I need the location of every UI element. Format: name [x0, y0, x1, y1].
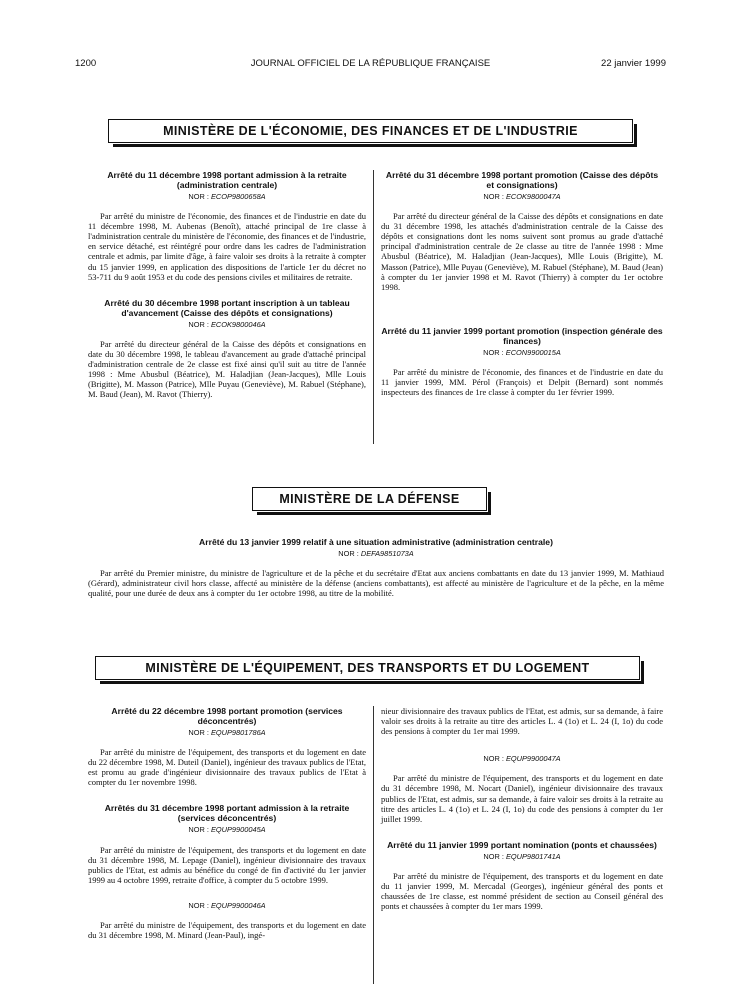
column-economie-right	[381, 170, 663, 397]
nor-code: NOR : DEFA9851073A	[338, 549, 414, 558]
nor-code: NOR : ECON9900015A	[483, 347, 561, 357]
arrete-title: Arrêté du 31 décembre 1998 portant promotion (Caisse des dépôts et consignations)	[385, 170, 659, 190]
nor-code: NOR : EQUP9900046A	[188, 900, 266, 910]
arrete-text: Par arrêté du directeur général de la Caisse des dépôts et consignations en date du 31 décembre 1998, les attachés d'administration centrale de la Caisse des dépôts et consignations dont les noms suivent sont promus au grade d'attaché principal d'administration centrale de 2e classe au titre de l'année 1998 : Mme Abusbul (Béatrice), M. Haladjian (Jean-Jacques), Mlle Louis (Brigitte), M. Masson (Patrice), Mlle Puyau (Geneviève), M. Rabuel (Stéphane), M. Baud (Jean) à compter du 1er janvier 1998 et M. Ravot (Thierry) à compter du 1er octobre 1998.	[381, 211, 663, 292]
arrete-text: Par arrêté du ministre de l'équipement, des transports et du logement en date du 22 décembre 1998, M. Duteil (Daniel), ingénieur des travaux publics de l'Etat, est promu au grade d'ingénieur divisionnaire des travaux publics de l'Etat à compter du 1er novembre 1998.	[88, 747, 366, 788]
ministry-heading-equipement: MINISTÈRE DE L'ÉQUIPEMENT, DES TRANSPORTS ET DU LOGEMENT	[95, 656, 640, 680]
column-divider	[373, 170, 374, 444]
arrete-text: Par arrêté du directeur général de la Caisse des dépôts et consignations en date du 30 décembre 1998, le tableau d'avancement au grade d'attaché principal d'administration centrale de 2e classe est fixé ainsi qu'il suit au titre de l'année 1998 : Mme Abusbul (Béatrice), M. Haladjian (Jean-Jacques), Mlle Louis (Brigitte), M. Masson (Patrice), Mlle Puyau (Geneviève), M. Rabuel (Stéphane), M. Baud (Jean), M. Ravot (Thierry).	[88, 338, 366, 400]
nor-code: NOR : EQUP9900047A	[483, 754, 561, 764]
arrete-text: Par arrêté du ministre de l'équipement, des transports et du logement en date du 31 décembre 1998, M. Minard (Jean-Paul), ingé-	[88, 920, 366, 941]
arrete-title: Arrêté du 13 janvier 1999 relatif à une situation administrative (administration centrale)	[199, 537, 553, 547]
arrete-text: Par arrêté du Premier ministre, du ministre de l'agriculture et de la pêche et du secrétaire d'Etat aux anciens combattants en date du 13 janvier 1999, M. Mathiaud (Gérard), administrateur civil hors classe, affecté au ministère de la défense (anciens combattants), est affecté au ministère de l'agriculture et de la pêche, en la même qualité, pour une durée de deux ans à compter du 1er octobre 1998, au titre de la mobilité.	[88, 568, 664, 599]
issue-date: 22 janvier 1999	[601, 58, 666, 69]
journal-title: JOURNAL OFFICIEL DE LA RÉPUBLIQUE FRANÇAISE	[250, 58, 491, 69]
page-header	[75, 58, 666, 72]
column-divider	[373, 706, 374, 984]
arrete-text: Par arrêté du ministre de l'économie, des finances et de l'industrie en date du 11 décembre 1998, M. Aubenas (Benoît), attaché principal de 1re classe à l'administration centrale du ministère de l'économie, des finances et de l'industrie, en service détaché, est réintégré pour ordre dans les cadres de l'administration centrale et admis, par limite d'âge, à faire valoir ses droits à la retraite à compter du 15 janvier 1999, en application des dispositions de l'article 1er du décret no 53-711 du 9 août 1953 et du code des pensions civiles et militaires de retraite.	[88, 211, 366, 282]
arrete-text-continued: nieur divisionnaire des travaux publics de l'Etat, est admis, sur sa demande, à faire valoir ses droits à la retraite au titre des articles L. 4 (1o) et L. 24 (I, 1o) du code des pensions à compter du 1er mai 1999.	[381, 706, 663, 737]
column-defense	[88, 537, 664, 598]
nor-code: NOR : ECOP9800658A	[188, 192, 266, 201]
nor-code: NOR : EQUP9801786A	[188, 728, 266, 737]
column-economie-left	[88, 170, 366, 399]
arrete-title: Arrêtés du 31 décembre 1998 portant admission à la retraite (services déconcentrés)	[104, 803, 350, 824]
ministry-heading-defense: MINISTÈRE DE LA DÉFENSE	[252, 487, 487, 511]
nor-code: NOR : ECOK9800047A	[483, 192, 561, 201]
arrete-title: Arrêté du 22 décembre 1998 portant promotion (services déconcentrés)	[111, 706, 343, 726]
arrete-text: Par arrêté du ministre de l'équipement, des transports et du logement en date du 31 décembre 1998, M. Lepage (Daniel), ingénieur divisionnaire des travaux publics de l'Etat, est admis au bénéfice du congé de fin d'activité du 1er janvier 1999 au 4 octobre 1999, retraite d'office, à compter du 5 octobre 1999.	[88, 844, 366, 885]
page-number: 1200	[75, 58, 97, 69]
column-equipement-left	[88, 706, 366, 940]
nor-code: NOR : EQUP9900045A	[188, 825, 266, 835]
arrete-text: Par arrêté du ministre de l'équipement, des transports et du logement en date du 11 janvier 1999, M. Mercadal (Georges), ingénieur général des ponts et chaussées de 1re classe, est nommé président de section au Conseil général des ponts et chaussées à compter du 1er mars 1999.	[381, 870, 663, 912]
arrete-text: Par arrêté du ministre de l'économie, des finances et de l'industrie en date du 11 janvier 1999, MM. Pérol (François) et Delpit (Bernard) sont nommés inspecteurs des finances de 1re classe à compter du 1er février 1999.	[381, 366, 663, 398]
ministry-heading-economie: MINISTÈRE DE L'ÉCONOMIE, DES FINANCES ET DE L'INDUSTRIE	[108, 119, 633, 143]
arrete-title: Arrêté du 11 décembre 1998 portant admission à la retraite (administration centrale)	[107, 170, 347, 190]
column-equipement-right	[381, 706, 663, 911]
arrete-title: Arrêté du 11 janvier 1999 portant promotion (inspection générale des finances)	[381, 325, 663, 346]
arrete-title: Arrêté du 30 décembre 1998 portant inscription à un tableau d'avancement (Caisse des dépôts et consignations)	[104, 297, 350, 318]
nor-code: NOR : EQUP9801741A	[483, 851, 561, 861]
arrete-title: Arrêté du 11 janvier 1999 portant nomination (ponts et chaussées)	[387, 839, 657, 850]
nor-code: NOR : ECOK9800046A	[188, 319, 266, 329]
arrete-text: Par arrêté du ministre de l'équipement, des transports et du logement en date du 31 décembre 1998, M. Nocart (Daniel), ingénieur divisionnaire des travaux publics de l'Etat, est admis, sur sa demande, à faire valoir ses droits à la retraite au titre des articles L. 4 (1o) et L. 24 (I, 1o) du code des pensions à compter du 1er juillet 1999.	[381, 773, 663, 824]
